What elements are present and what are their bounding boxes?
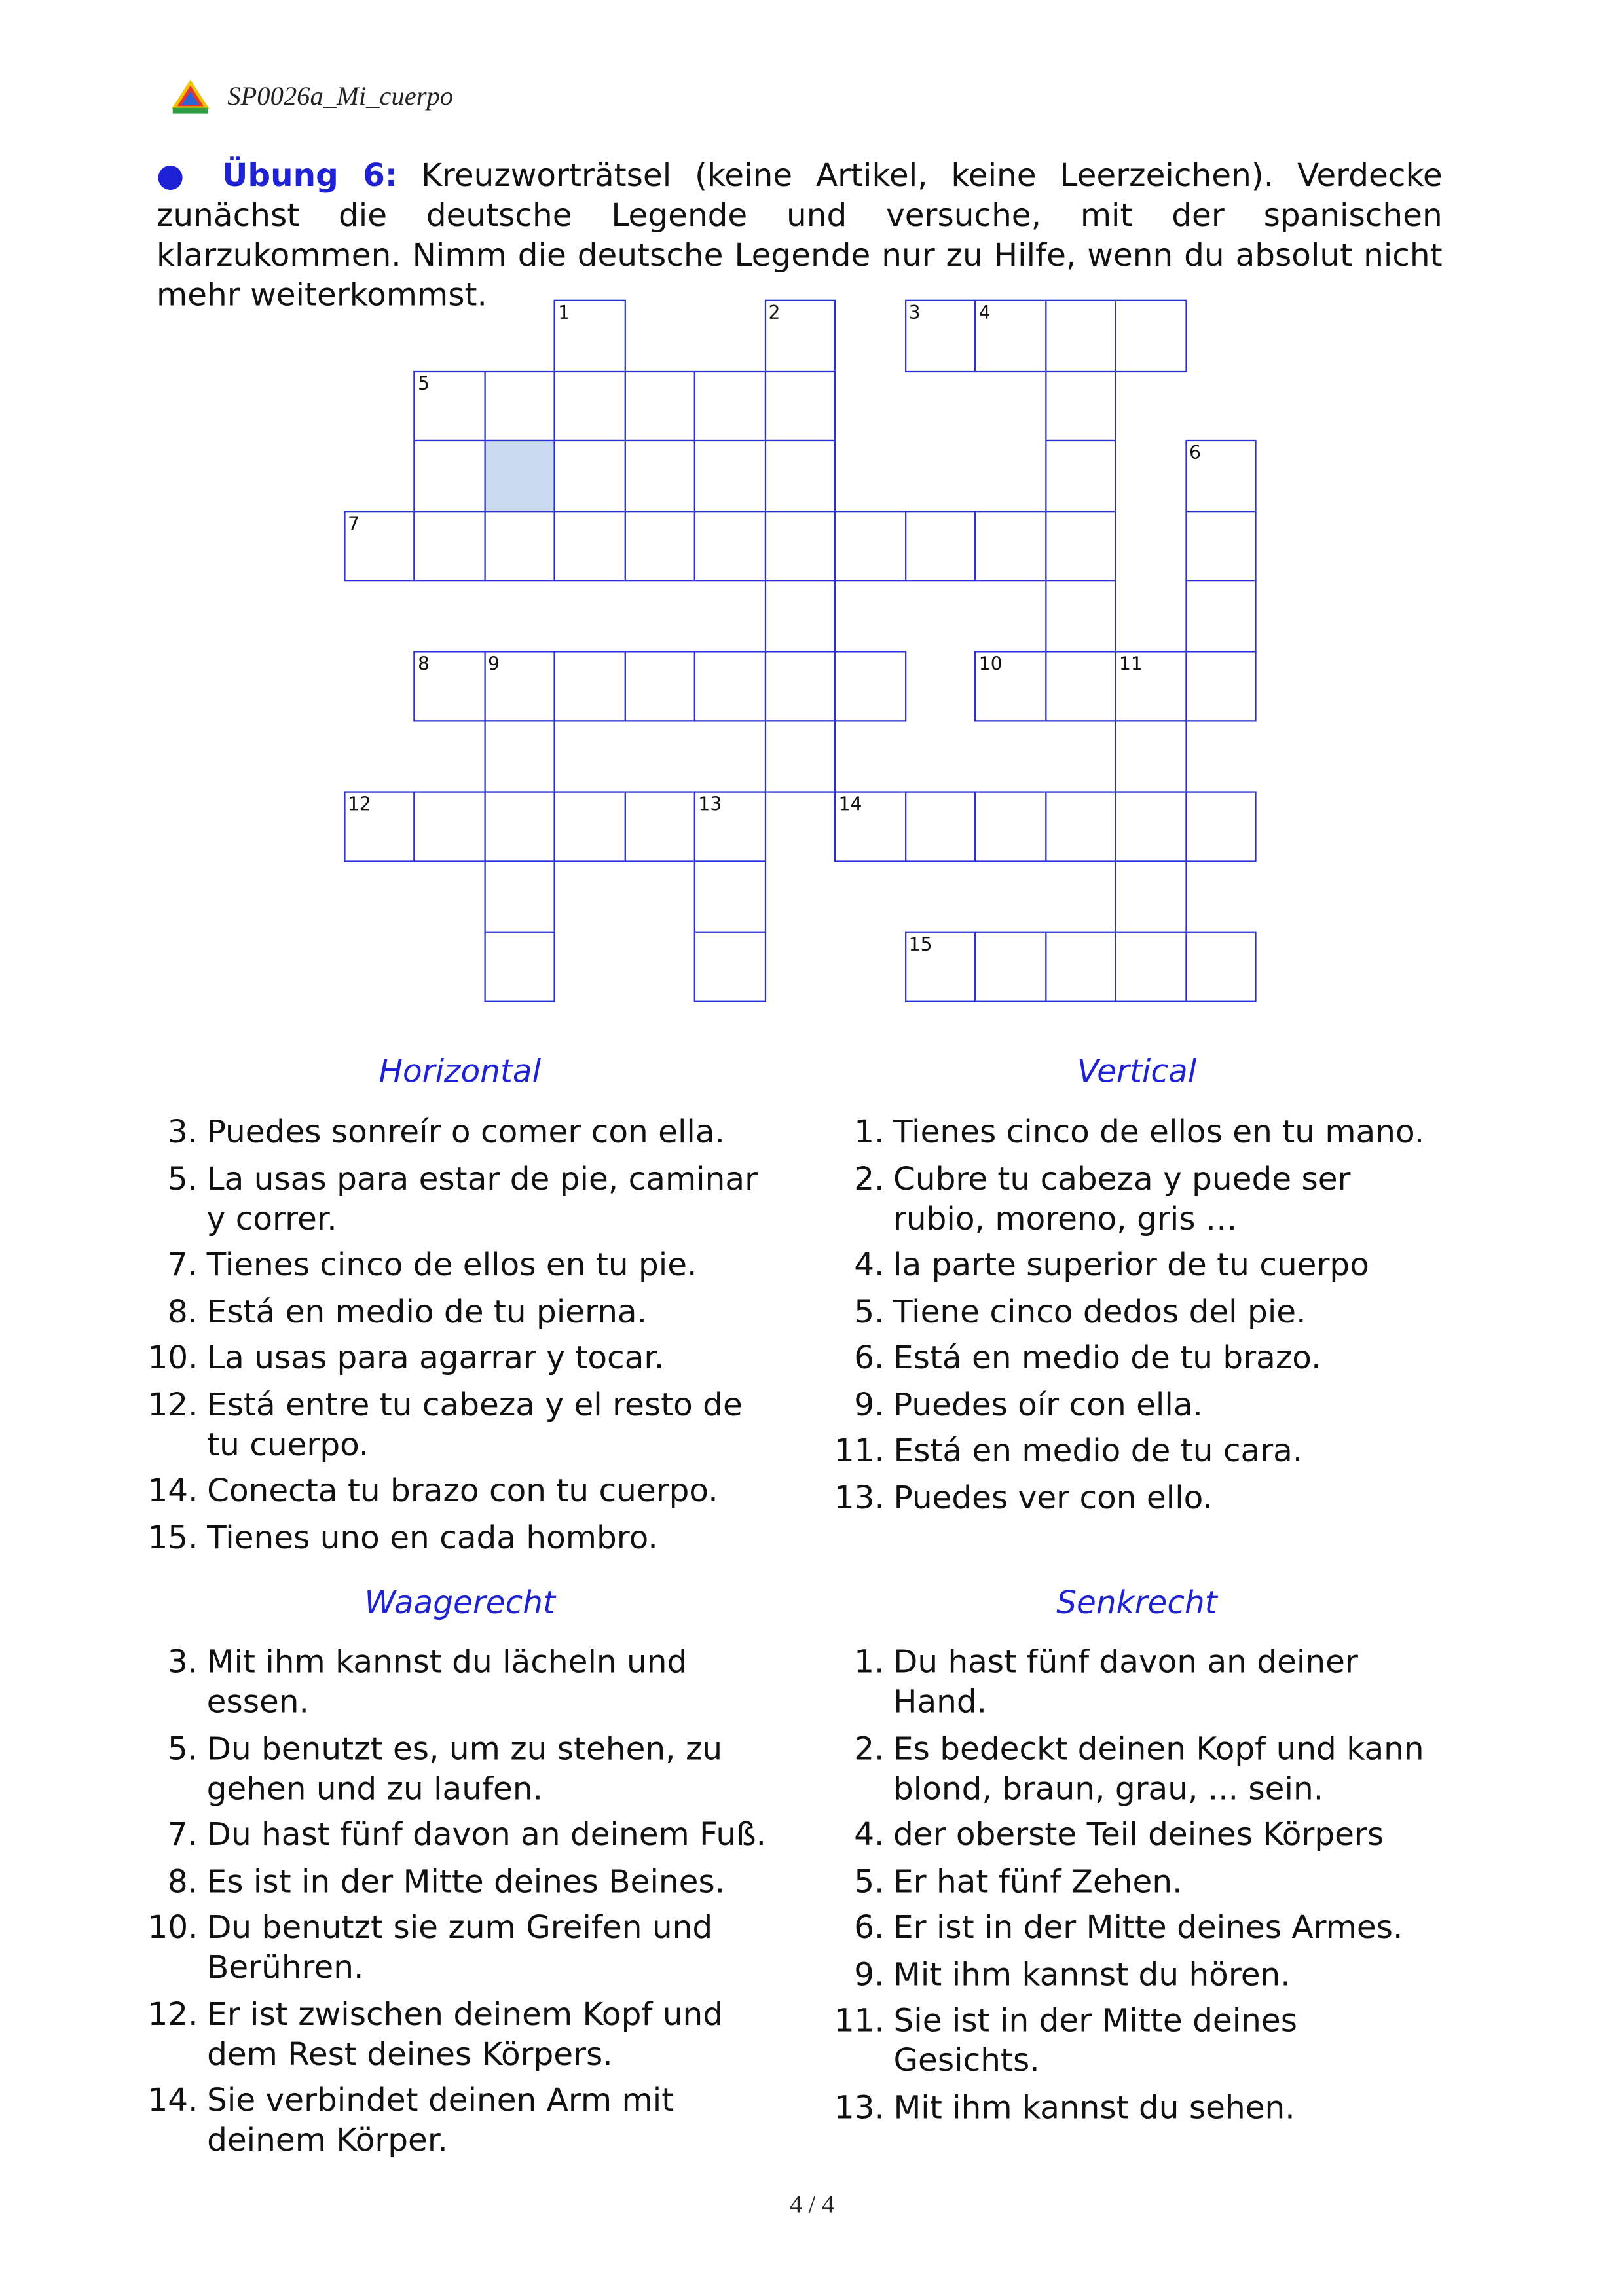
clue-text: Es bedeckt deinen Kopf und kann blond, braun, grau, ... sein. xyxy=(893,1730,1424,1808)
crossword-cell[interactable] xyxy=(343,790,415,862)
heading-vertical: Vertical xyxy=(1077,1053,1197,1091)
crossword-cell[interactable] xyxy=(974,650,1046,721)
exercise-label-text: Übung 6: xyxy=(222,158,398,195)
clue-item xyxy=(147,1113,767,1153)
heading-horizontal: Horizontal xyxy=(378,1053,542,1091)
crossword-cell[interactable] xyxy=(483,790,555,862)
clue-text: Puedes ver con ello. xyxy=(893,1480,1213,1517)
crossword-cell[interactable] xyxy=(1115,930,1186,1002)
clue-item xyxy=(834,1432,1439,1472)
clue-item xyxy=(834,1292,1439,1332)
clue-text: Er hat fünf Zehen. xyxy=(893,1863,1183,1901)
clue-text: Mit ihm kannst du sehen. xyxy=(893,2089,1295,2126)
clue-item xyxy=(834,1385,1439,1425)
clue-number-label: 1 xyxy=(558,301,570,323)
clue-text: Tienes cinco de ellos en tu mano. xyxy=(893,1114,1425,1152)
clue-number: 6. xyxy=(854,1910,885,1947)
crossword-cell[interactable] xyxy=(974,510,1046,581)
clue-number: 11. xyxy=(834,2003,885,2040)
crossword-cell[interactable] xyxy=(764,370,836,441)
clue-number: 5. xyxy=(854,1294,885,1331)
clue-item xyxy=(834,1339,1439,1379)
clue-number-label: 6 xyxy=(1189,441,1201,464)
clue-number-label: 8 xyxy=(418,651,430,674)
crossword-cell[interactable] xyxy=(1185,650,1256,721)
clue-number: 2. xyxy=(854,1161,885,1198)
clue-item xyxy=(147,1292,767,1332)
clue-text: Er ist in der Mitte deines Armes. xyxy=(893,1910,1403,1947)
clue-item xyxy=(147,1518,767,1558)
clue-number-label: 9 xyxy=(488,651,500,674)
crossword-cell[interactable] xyxy=(764,580,836,651)
exercise-label xyxy=(157,158,397,194)
clue-number: 5. xyxy=(167,1730,198,1768)
clue-list-horizontal xyxy=(147,1113,767,1565)
crossword-cell[interactable] xyxy=(343,510,415,581)
clue-number: 9. xyxy=(854,1387,885,1424)
crossword-cell[interactable] xyxy=(1185,510,1256,581)
clue-number: 13. xyxy=(834,2089,885,2126)
clue-item xyxy=(147,1472,767,1512)
clue-text: der oberste Teil deines Körpers xyxy=(893,1817,1384,1854)
clue-item xyxy=(147,1385,767,1465)
clue-number-label: 7 xyxy=(347,511,360,534)
clue-text: Está en medio de tu brazo. xyxy=(893,1340,1321,1377)
crossword-cell[interactable] xyxy=(624,370,695,441)
clue-number-label: 11 xyxy=(1118,651,1143,674)
crossword-cell[interactable] xyxy=(1044,650,1116,721)
clue-item xyxy=(147,1643,775,1722)
clue-number-label: 13 xyxy=(698,792,722,814)
clue-item xyxy=(834,1113,1439,1153)
crossword-cell[interactable] xyxy=(553,510,625,581)
crossword-cell[interactable] xyxy=(974,300,1046,371)
clue-text: Mit ihm kannst du lächeln und essen. xyxy=(206,1644,688,1721)
clue-number: 4. xyxy=(854,1247,885,1285)
clue-item xyxy=(834,1246,1439,1286)
clue-text: Cubre tu cabeza y puede ser rubio, moreno, gris … xyxy=(893,1161,1351,1238)
clue-number: 8. xyxy=(167,1294,198,1331)
crossword-cell[interactable] xyxy=(553,650,625,721)
crossword-cell[interactable] xyxy=(1044,790,1116,862)
crossword-cell[interactable] xyxy=(413,370,485,441)
clue-list-senkrecht xyxy=(834,1643,1439,2134)
document-title: SP0026a_Mi_cuerpo xyxy=(227,80,454,110)
clue-item xyxy=(147,1159,767,1239)
crossword-cell[interactable] xyxy=(413,650,485,721)
clue-number-label: 5 xyxy=(418,371,430,393)
crossword-cell[interactable] xyxy=(624,650,695,721)
clue-text: Tiene cinco dedos del pie. xyxy=(893,1294,1306,1331)
crossword-cell[interactable] xyxy=(904,510,976,581)
clue-item xyxy=(147,1908,775,1988)
crossword-cell[interactable] xyxy=(1044,580,1116,651)
clue-item xyxy=(834,1478,1439,1518)
crossword-cell[interactable] xyxy=(974,930,1046,1002)
clue-number: 10. xyxy=(147,1910,198,1947)
clue-number: 9. xyxy=(854,1956,885,1994)
clue-item xyxy=(147,1995,775,2075)
crossword-cell[interactable] xyxy=(694,650,766,721)
clue-item xyxy=(147,1815,775,1855)
crossword-cell[interactable] xyxy=(483,370,555,441)
clue-number: 1. xyxy=(854,1644,885,1681)
clue-number-label: 15 xyxy=(908,932,932,955)
clue-number: 8. xyxy=(167,1863,198,1901)
crossword-cell[interactable] xyxy=(1044,930,1116,1002)
clue-number: 3. xyxy=(167,1114,198,1152)
clue-text: Du hast fünf davon an deinem Fuß. xyxy=(206,1817,767,1854)
crossword-cell[interactable] xyxy=(624,440,695,511)
clue-item xyxy=(147,1339,767,1379)
crossword-cell[interactable] xyxy=(483,510,555,581)
clue-text: Conecta tu brazo con tu cuerpo. xyxy=(207,1473,718,1510)
clue-text: Du hast fünf davon an deiner Hand. xyxy=(893,1644,1358,1721)
clue-text: Sie verbindet deinen Arm mit deinem Körper. xyxy=(207,2083,674,2160)
clue-text: Está en medio de tu cara. xyxy=(893,1433,1303,1470)
clue-number: 7. xyxy=(167,1247,198,1285)
clue-number-label: 3 xyxy=(908,301,921,323)
exercise-instructions xyxy=(157,156,1443,316)
crossword-cell[interactable] xyxy=(764,440,836,511)
crossword-cell[interactable] xyxy=(1115,790,1186,862)
clue-number: 11. xyxy=(834,1433,885,1470)
clue-item xyxy=(834,1908,1439,1948)
crossword-cell[interactable] xyxy=(483,860,555,932)
crossword-cell[interactable] xyxy=(974,790,1046,862)
crossword-cell[interactable] xyxy=(553,790,625,862)
crossword-cell[interactable] xyxy=(834,650,906,721)
exercise-bullet: ● xyxy=(156,158,198,195)
clue-list-vertical xyxy=(834,1113,1439,1525)
crossword-cell[interactable] xyxy=(553,440,625,511)
crossword-cell[interactable] xyxy=(694,510,766,581)
clue-number-label: 14 xyxy=(838,792,862,814)
heading-waagerecht: Waagerecht xyxy=(364,1585,555,1622)
crossword-cell[interactable] xyxy=(1185,580,1256,651)
crossword-cell[interactable] xyxy=(1044,300,1116,371)
clue-number: 5. xyxy=(167,1161,198,1198)
clue-number: 7. xyxy=(167,1817,198,1854)
exercise-instructions-text: Kreuzworträtsel (keine Artikel, keine Leerzeichen). Verdecke zunächst die deutsche Legende und versuche, mit der spanischen klarzukommen. Nimm die deutsche Legende nur zu Hilfe, wenn du absolut nicht mehr weiterkommst. xyxy=(156,158,1443,315)
clue-text: Puedes sonreír o comer con ella. xyxy=(206,1114,726,1152)
clue-item xyxy=(147,1862,775,1902)
clue-text: Está entre tu cabeza y el resto de tu cuerpo. xyxy=(207,1387,743,1464)
crossword-cell[interactable] xyxy=(834,510,906,581)
crossword-cell[interactable] xyxy=(904,790,976,862)
clue-text: la parte superior de tu cuerpo xyxy=(893,1247,1369,1285)
clue-text: Es ist in der Mitte deines Beines. xyxy=(206,1863,726,1901)
crossword-cell[interactable] xyxy=(413,440,485,511)
clue-item xyxy=(834,1955,1439,1995)
crossword-cell[interactable] xyxy=(553,300,625,371)
clue-text: Er ist zwischen deinem Kopf und dem Rest deines Körpers. xyxy=(207,1996,724,2073)
clue-number-label: 2 xyxy=(768,301,781,323)
clue-text: Mit ihm kannst du hören. xyxy=(893,1956,1291,1994)
clue-number-label: 12 xyxy=(347,792,371,814)
crossword-cell[interactable] xyxy=(553,370,625,441)
crossword-cell[interactable] xyxy=(483,930,555,1002)
crossword-cell[interactable] xyxy=(694,860,766,932)
crossword-cell[interactable] xyxy=(624,510,695,581)
crossword-cell[interactable] xyxy=(764,510,836,581)
heading-senkrecht: Senkrecht xyxy=(1056,1585,1217,1622)
crossword-cell[interactable] xyxy=(413,790,485,862)
clue-number: 6. xyxy=(854,1340,885,1377)
clue-number: 5. xyxy=(854,1863,885,1901)
crossword-cell[interactable] xyxy=(1185,790,1256,862)
crossword-cell[interactable] xyxy=(764,720,836,792)
clue-number: 12. xyxy=(147,1996,198,2033)
clue-text: La usas para estar de pie, caminar y correr. xyxy=(206,1161,758,1238)
crossword-cell[interactable] xyxy=(1044,510,1116,581)
clue-text: Du benutzt es, um zu stehen, zu gehen und zu laufen. xyxy=(206,1730,723,1808)
crossword-cell[interactable] xyxy=(1185,930,1256,1002)
clue-item xyxy=(834,1643,1439,1722)
clue-item xyxy=(147,1729,775,1809)
clue-item xyxy=(834,2088,1439,2128)
clue-item xyxy=(834,2001,1439,2081)
crossword-cell[interactable] xyxy=(1115,860,1186,932)
crossword-cell[interactable] xyxy=(764,650,836,721)
clue-number: 1. xyxy=(854,1114,885,1152)
clue-number: 12. xyxy=(147,1387,198,1424)
page-number: 4 / 4 xyxy=(789,2190,835,2219)
publisher-logo-icon xyxy=(168,77,213,115)
clue-text: Tienes uno en cada hombro. xyxy=(207,1520,658,1557)
clue-number: 14. xyxy=(147,1473,198,1510)
clue-item xyxy=(834,1862,1439,1902)
crossword-cell[interactable] xyxy=(694,370,766,441)
clue-number-label: 10 xyxy=(978,651,1003,674)
clue-number: 4. xyxy=(854,1817,885,1854)
crossword-cell[interactable] xyxy=(904,930,976,1002)
crossword-cell[interactable] xyxy=(694,790,766,862)
clue-number: 13. xyxy=(834,1480,885,1517)
crossword-cell[interactable] xyxy=(1115,720,1186,792)
clue-number: 3. xyxy=(167,1644,198,1681)
clue-number: 14. xyxy=(147,2083,198,2120)
crossword-cell[interactable] xyxy=(694,930,766,1002)
crossword-cell[interactable] xyxy=(483,650,555,721)
crossword-cell[interactable] xyxy=(1044,440,1116,511)
clue-text: Puedes oír con ella. xyxy=(893,1387,1203,1424)
clue-text: Está en medio de tu pierna. xyxy=(206,1294,648,1331)
clue-item xyxy=(834,1729,1439,1809)
crossword-cell[interactable] xyxy=(1185,440,1256,511)
clue-text: La usas para agarrar y tocar. xyxy=(207,1340,665,1377)
clue-item xyxy=(147,2081,775,2161)
crossword-cell[interactable] xyxy=(413,510,485,581)
crossword-cell[interactable] xyxy=(1044,370,1116,441)
crossword-cell[interactable] xyxy=(483,720,555,792)
crossword-cell[interactable] xyxy=(834,790,906,862)
clue-number: 15. xyxy=(147,1520,198,1557)
clue-item xyxy=(147,1246,767,1286)
clue-text: Sie ist in der Mitte deines Gesichts. xyxy=(893,2003,1297,2080)
clue-text: Tienes cinco de ellos en tu pie. xyxy=(206,1247,697,1285)
crossword-cell[interactable] xyxy=(904,300,976,371)
clue-list-waagerecht xyxy=(147,1643,775,2167)
clue-item xyxy=(834,1815,1439,1855)
crossword-cell-highlighted[interactable] xyxy=(483,440,555,511)
crossword-cell[interactable] xyxy=(1115,650,1186,721)
clue-number-label: 4 xyxy=(978,301,991,323)
clue-number: 2. xyxy=(854,1730,885,1768)
clue-text: Du benutzt sie zum Greifen und Berühren. xyxy=(207,1910,713,1987)
page-header xyxy=(168,74,453,118)
crossword-cell[interactable] xyxy=(764,300,836,371)
crossword-cell[interactable] xyxy=(624,790,695,862)
crossword-cell[interactable] xyxy=(1115,300,1186,371)
clue-item xyxy=(834,1159,1439,1239)
clue-number: 10. xyxy=(147,1340,198,1377)
